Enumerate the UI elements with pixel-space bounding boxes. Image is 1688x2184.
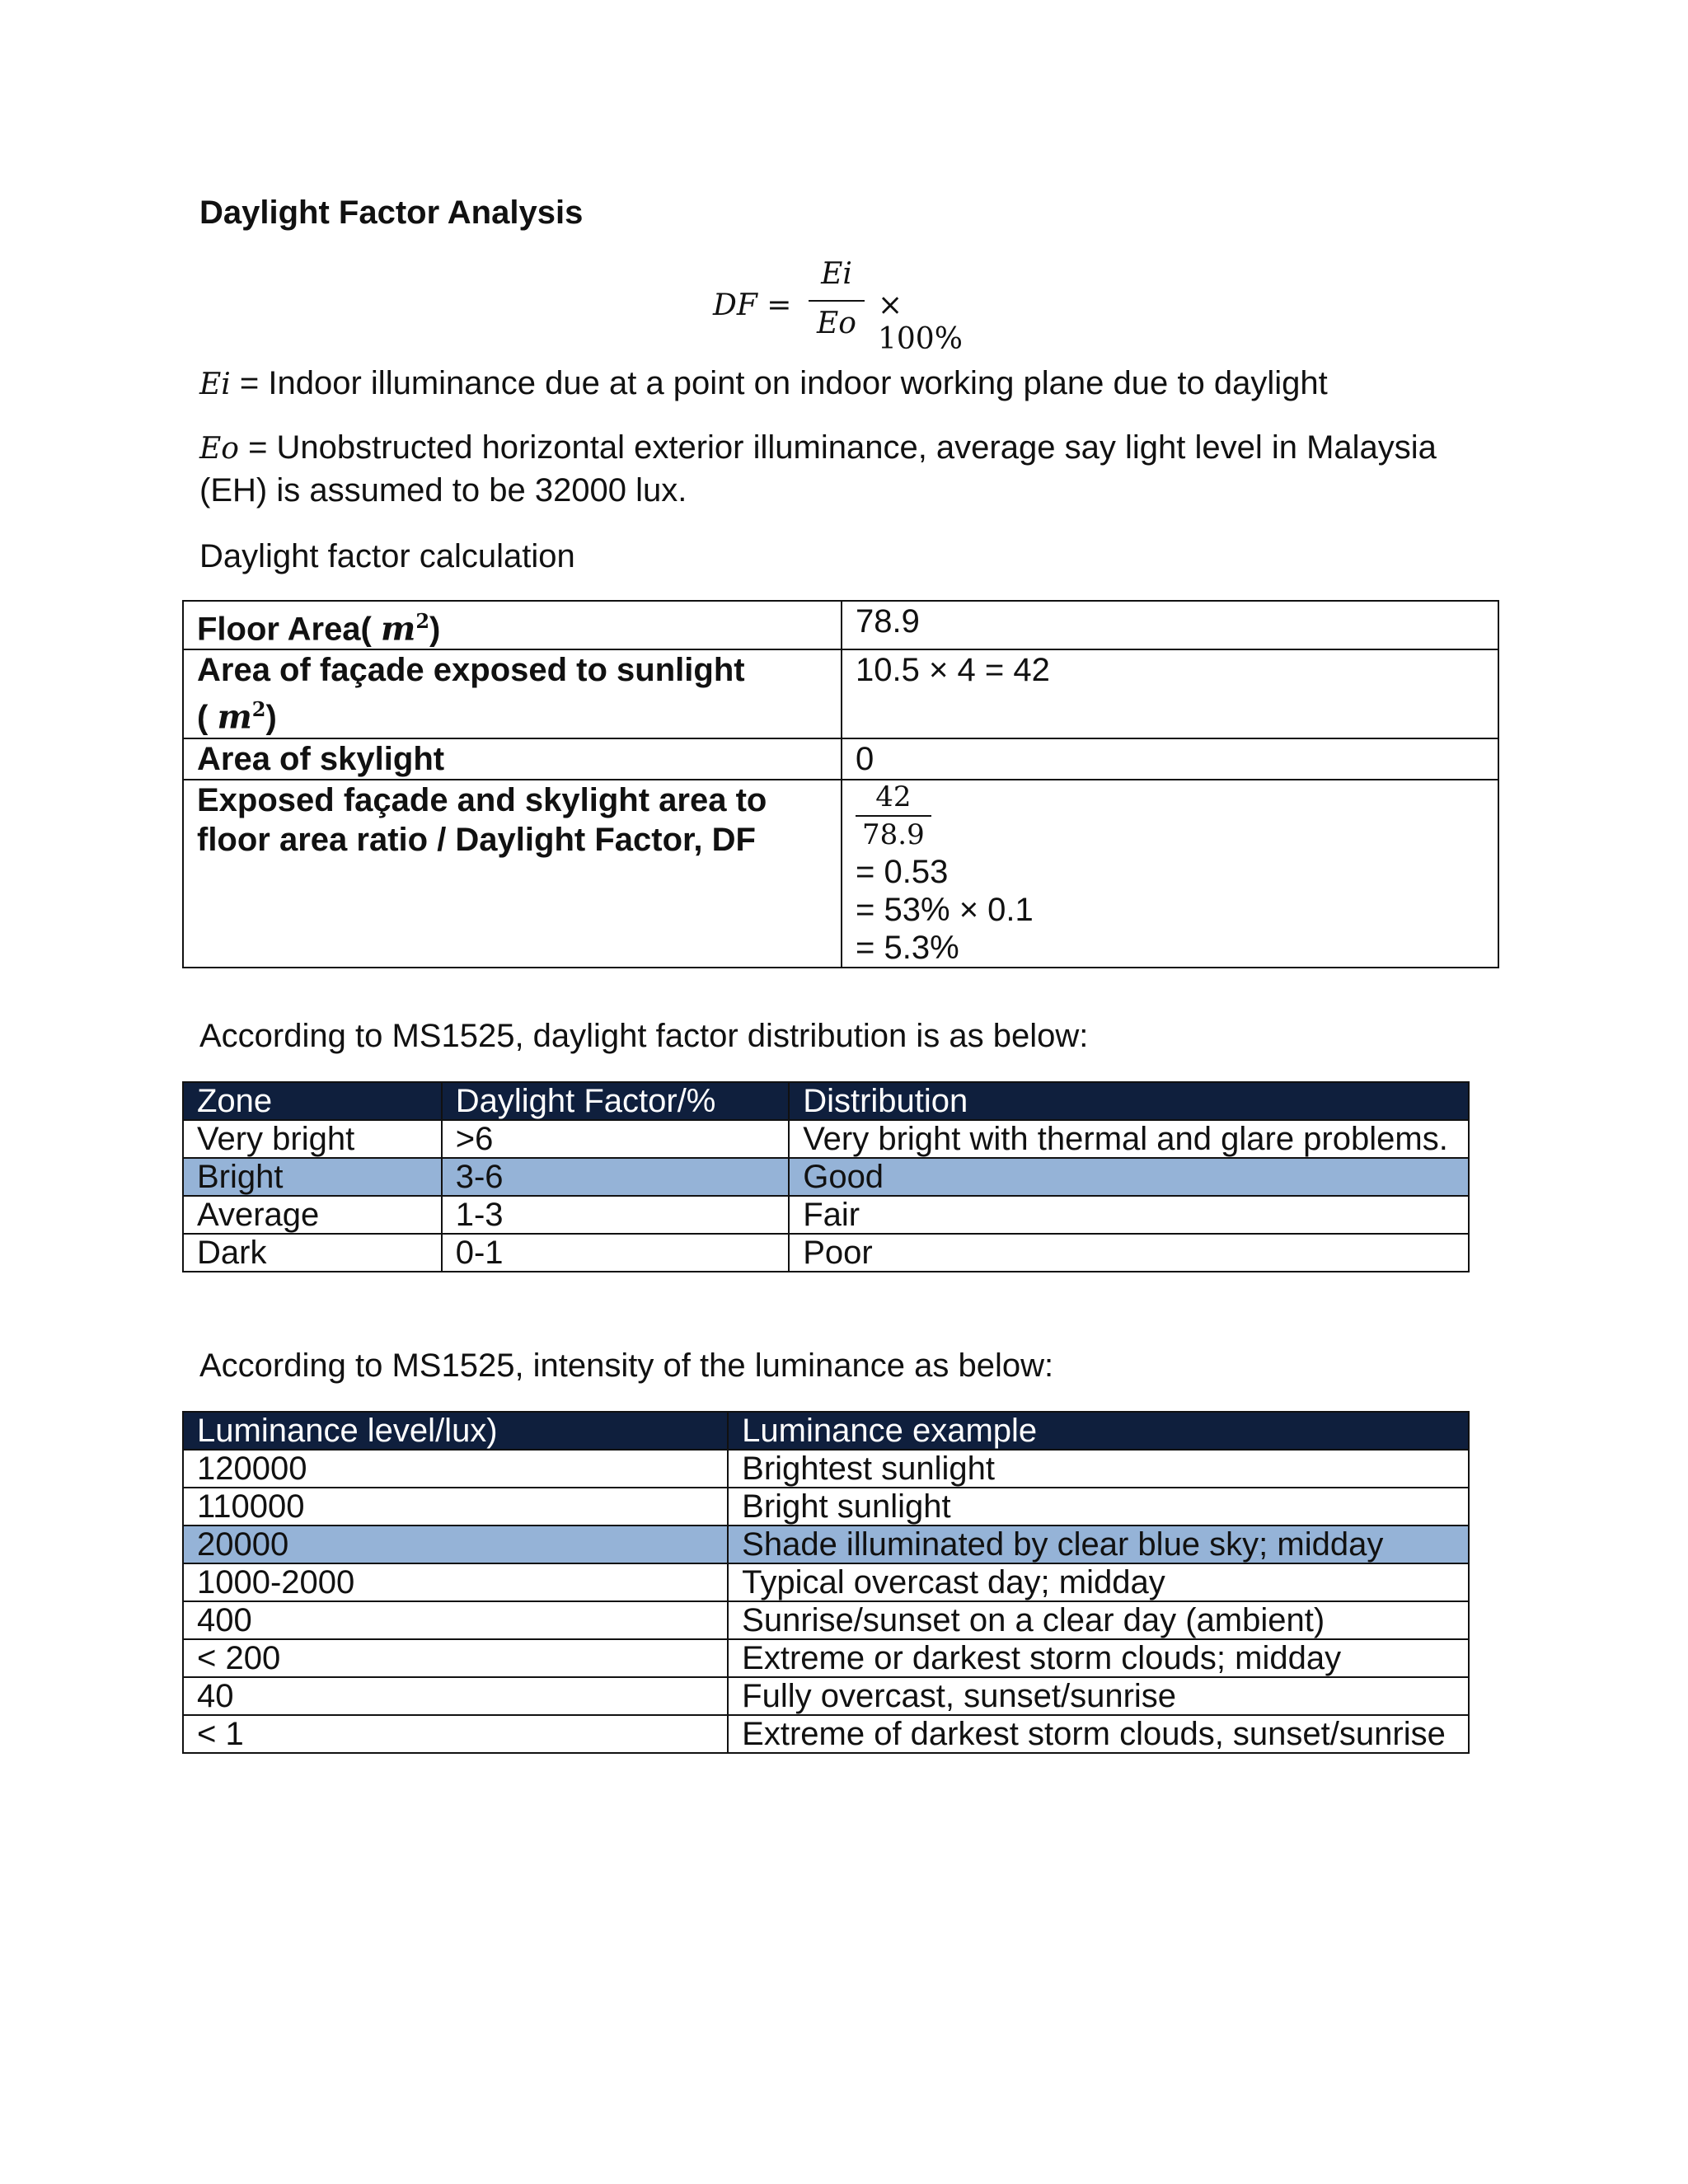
formula-lhs: DF = <box>713 288 792 322</box>
table-row <box>183 1677 1469 1715</box>
table-cell: 1000-2000 <box>183 1563 728 1601</box>
table-cell: Fully overcast, sunset/sunrise <box>728 1677 1469 1715</box>
skylight-area-value: 0 <box>842 738 1498 780</box>
table-cell: Fair <box>789 1196 1469 1234</box>
table-cell: Shade illuminated by clear blue sky; midday <box>728 1526 1469 1563</box>
table-cell: Brightest sunlight <box>728 1450 1469 1488</box>
formula-fraction-bar <box>809 300 865 302</box>
table-cell: Extreme of darkest storm clouds, sunset/sunrise <box>728 1715 1469 1753</box>
table-cell: 110000 <box>183 1488 728 1526</box>
luminance-table <box>182 1411 1470 1754</box>
table-cell: Extreme or darkest storm clouds; midday <box>728 1639 1469 1677</box>
table-cell: 40 <box>183 1677 728 1715</box>
skylight-area-label: Area of skylight <box>183 738 842 780</box>
table-row <box>183 1234 1469 1272</box>
ratio-value <box>842 780 1498 968</box>
facade-area-label: Area of façade exposed to sunlight ( $m^2$) <box>183 649 842 738</box>
column-header: Daylight Factor/% <box>442 1082 790 1120</box>
table-row <box>183 1715 1469 1753</box>
zone-intro: According to MS1525, daylight factor distribution is as below: <box>199 1018 1089 1054</box>
table-row <box>183 1120 1469 1158</box>
formula-rhs: × 100% <box>878 288 963 356</box>
table-cell: 20000 <box>183 1526 728 1563</box>
eo-symbol: Eo <box>199 432 239 466</box>
table-cell: Bright <box>183 1158 442 1196</box>
daylight-calc-table <box>182 600 1499 968</box>
table-cell: Average <box>183 1196 442 1234</box>
table-header-row <box>183 1082 1469 1120</box>
ratio-fraction: $\frac{42}{78.9}$ <box>856 780 931 851</box>
table-row <box>183 1488 1469 1526</box>
page-heading: Daylight Factor Analysis <box>199 194 584 231</box>
floor-area-value: 78.9 <box>842 601 1498 649</box>
table-row <box>183 649 1498 738</box>
ratio-step: = 53% × 0.1 <box>856 891 1034 928</box>
ratio-label: Exposed façade and skylight area to floor area ratio / Daylight Factor, DF <box>183 780 842 968</box>
table-cell: Very bright with thermal and glare problems. <box>789 1120 1469 1158</box>
column-header: Zone <box>183 1082 442 1120</box>
table-row <box>183 1450 1469 1488</box>
table-cell: >6 <box>442 1120 790 1158</box>
table-cell: Bright sunlight <box>728 1488 1469 1526</box>
table-row-highlighted <box>183 1158 1469 1196</box>
table-cell: Sunrise/sunset on a clear day (ambient) <box>728 1601 1469 1639</box>
ei-text: = Indoor illuminance due at a point on indoor working plane due to daylight <box>230 365 1328 401</box>
table-cell: 3-6 <box>442 1158 790 1196</box>
table-cell: 0-1 <box>442 1234 790 1272</box>
table-cell: < 200 <box>183 1639 728 1677</box>
calc-title: Daylight factor calculation <box>199 538 575 574</box>
daylight-factor-formula <box>713 257 993 356</box>
table-header-row <box>183 1412 1469 1450</box>
table-cell: Typical overcast day; midday <box>728 1563 1469 1601</box>
table-cell: Dark <box>183 1234 442 1272</box>
table-cell: Very bright <box>183 1120 442 1158</box>
column-header: Luminance example <box>728 1412 1469 1450</box>
zone-table <box>182 1081 1470 1272</box>
table-row <box>183 738 1498 780</box>
ei-symbol: Ei <box>199 368 231 401</box>
table-row <box>183 1639 1469 1677</box>
table-row-highlighted <box>183 1526 1469 1563</box>
table-cell: 400 <box>183 1601 728 1639</box>
ratio-step: = 0.53 <box>856 853 949 890</box>
eo-text-line1: = Unobstructed horizontal exterior illuminance, average say light level in Malaysia <box>238 429 1437 466</box>
facade-area-value: 10.5 × 4 = 42 <box>842 649 1498 738</box>
table-row <box>183 1196 1469 1234</box>
ratio-step: = 5.3% <box>856 929 959 966</box>
table-cell: Good <box>789 1158 1469 1196</box>
table-cell: 120000 <box>183 1450 728 1488</box>
eo-text-line2: (EH) is assumed to be 32000 lux. <box>199 472 687 509</box>
table-row <box>183 1563 1469 1601</box>
table-cell: < 1 <box>183 1715 728 1753</box>
column-header: Luminance level/lux) <box>183 1412 728 1450</box>
table-row <box>183 1601 1469 1639</box>
eo-definition <box>199 427 1437 511</box>
formula-numerator: Ei <box>821 257 852 291</box>
table-cell: 1-3 <box>442 1196 790 1234</box>
ei-definition <box>199 363 1328 405</box>
column-header: Distribution <box>789 1082 1469 1120</box>
table-cell: Poor <box>789 1234 1469 1272</box>
luminance-intro: According to MS1525, intensity of the luminance as below: <box>199 1347 1054 1384</box>
formula-denominator: Eo <box>817 307 856 340</box>
table-row <box>183 780 1498 968</box>
floor-area-label: Floor Area( $m^2$) <box>183 601 842 649</box>
table-row <box>183 601 1498 649</box>
